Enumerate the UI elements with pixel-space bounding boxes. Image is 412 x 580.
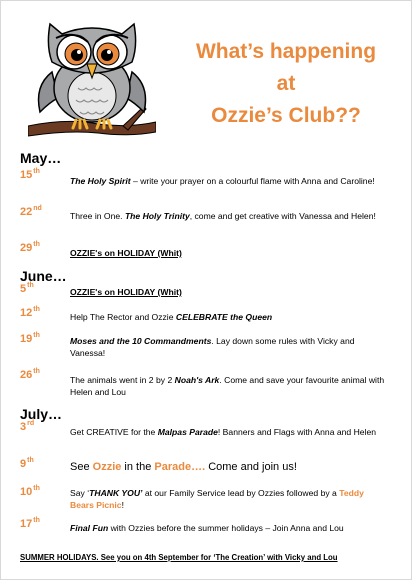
- date-july-10: 10th: [20, 485, 40, 498]
- owl-illustration: [28, 6, 156, 140]
- date-july-9: 9th: [20, 457, 34, 470]
- event-may-22: Three in One. The Holy Trinity, come and get creative with Vanessa and Helen!: [70, 211, 376, 221]
- date-june-26: 26th: [20, 368, 40, 381]
- date-may-29: 29th: [20, 241, 40, 254]
- event-july-10: Say ‘THANK YOU’ at our Family Service lead by Ozzies followed by a Teddy Bears Picnic!: [70, 488, 364, 510]
- title-line-1: What’s happening: [195, 40, 377, 63]
- event-july-3: Get CREATIVE for the Malpas Parade! Banners and Flags with Anna and Helen: [70, 427, 377, 437]
- month-heading-july: July…: [20, 406, 63, 422]
- summer-holidays-footer: SUMMER HOLIDAYS. See you on 4th September for ‘The Creation’ with Vicky and Lou: [20, 553, 338, 562]
- page-title: [170, 36, 402, 132]
- date-june-19: 19th: [20, 332, 40, 345]
- event-july-9: See Ozzie in the Parade…. Come and join us!: [70, 461, 297, 473]
- event-may-29: OZZIE's on HOLIDAY (Whit): [70, 248, 182, 258]
- title-line-3: Ozzie’s Club??: [211, 104, 361, 127]
- event-june-26: The animals went in 2 by 2 Noah's Ark. Come and save your favourite animal with Helen and Lou: [70, 375, 385, 397]
- event-june-5: OZZIE's on HOLIDAY (Whit): [70, 287, 182, 297]
- event-june-12: Help The Rector and Ozzie CELEBRATE the Queen: [70, 312, 273, 322]
- date-june-12: 12th: [20, 306, 40, 319]
- date-may-15: 15th: [20, 168, 40, 181]
- date-july-17: 17th: [20, 517, 40, 530]
- month-heading-june: June…: [20, 268, 67, 284]
- event-july-17: Final Fun with Ozzies before the summer holidays – Join Anna and Lou: [70, 523, 344, 533]
- date-july-3: 3rd: [20, 420, 35, 433]
- month-heading-may: May…: [20, 150, 62, 166]
- date-may-22: 22nd: [20, 205, 42, 218]
- event-june-19: Moses and the 10 Commandments. Lay down some rules with Vicky and Vanessa!: [70, 336, 355, 358]
- title-line-2: at: [276, 72, 296, 95]
- date-june-5: 5th: [20, 282, 34, 295]
- event-may-15: The Holy Spirit – write your prayer on a colourful flame with Anna and Caroline!: [70, 176, 375, 186]
